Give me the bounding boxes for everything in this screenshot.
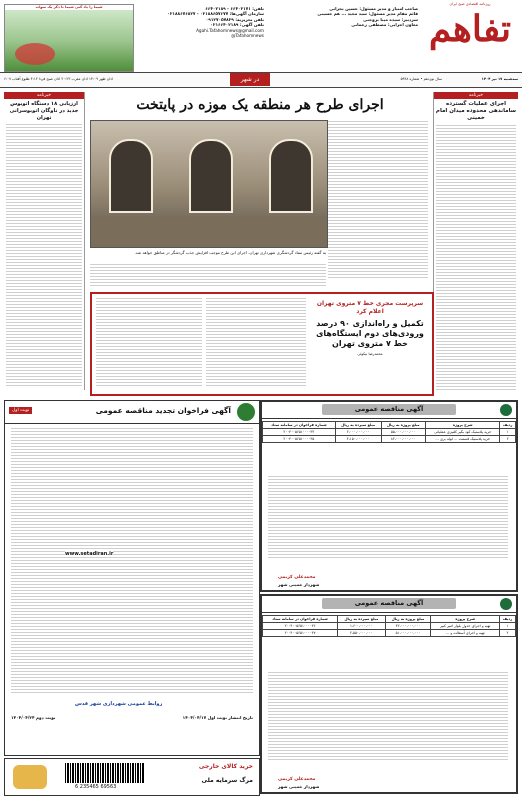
table-cell: ۵۱،۰۰۰،۰۰۰،۰۰۰ — [385, 630, 431, 637]
masthead-contact — [144, 6, 264, 76]
hand-icon — [13, 765, 47, 789]
feature-text-mid — [206, 298, 306, 388]
table-header-row — [263, 422, 516, 429]
ad-left-publish-1: تاریخ انتشار نوبت اول ۱۴۰۴/۰۴/۱۷ — [182, 715, 253, 720]
col-header: مبلغ سپرده به ریال — [338, 616, 385, 623]
museum-photo — [90, 120, 328, 248]
col-header: ردیف — [499, 616, 515, 623]
table-cell: ۲۰۰۴۰۰۵۶۵۱۰۰۰۰۳۷ — [263, 630, 338, 637]
left-news-column — [4, 92, 85, 390]
masthead-tagline: روزنامه اقتصادی صبح ایران — [449, 2, 491, 6]
weather-text: اذان ظهر ۱۳:۰۹ اذان مغرب ۲۰:۲۳ اذان صبح فردا ۴:۱۴ طلوع آفتاب ۶:۰۷ — [4, 77, 113, 81]
ad-left-signature: روابط عمومی شهرداری شهر قدس — [75, 701, 163, 707]
table-cell: ۳۲،۰۰۰،۰۰۰،۰۰۰ — [385, 623, 431, 630]
table-row — [263, 436, 516, 443]
ad-left-badge: نوبت اول — [9, 407, 32, 414]
table-cell: ۴،۱۵۰،۰۰۰،۰۰۰ — [335, 436, 381, 443]
email-text: Agahi.Tafahomnews@gmail.com — [196, 27, 264, 33]
side-image — [4, 4, 134, 72]
col-header: مبلغ سپرده به ریال — [335, 422, 381, 429]
right-col-body — [436, 124, 516, 392]
masthead-logo: تفاهم — [428, 7, 512, 50]
col-header: ردیف — [500, 422, 516, 429]
ad-right-bottom-sign-1: محمدعلی کربمی — [278, 777, 316, 782]
col-header: شماره فراخوان در سامانه ستاد — [263, 422, 336, 429]
telegram-text: @Tafahomnews — [231, 33, 264, 39]
table-cell: ۱ — [500, 429, 516, 436]
feature-author: محمدرضا نیکوئی — [357, 352, 383, 356]
ad-right-bottom-header — [262, 596, 516, 613]
ad-right-bottom-title: آگهی مناقصه عمومی — [322, 598, 456, 609]
photo-under-text — [90, 262, 326, 288]
ad-left-title: آگهی فراخوان تجدید مناقصه عمومی — [95, 406, 231, 415]
date-text: سه‌شنبه ۱۷ تیر ۱۴۰۴ — [481, 77, 518, 81]
left-col-label: خبرنامه — [4, 92, 84, 99]
table-cell: ۵۵،۰۰۰،۰۰۰،۰۰۰ — [381, 429, 425, 436]
feature-headline-block — [314, 300, 426, 388]
ad-right-top-body — [268, 476, 508, 560]
col-header: شرح پروژه — [425, 422, 499, 429]
arch-2 — [189, 139, 233, 213]
floor — [91, 217, 327, 247]
credit-line-4: معاون اجرایی: مصطفی رحمانی — [351, 22, 418, 28]
table-row — [263, 630, 516, 637]
table-cell: ۲۰۰۴۰۰۵۶۵۱۰۰۰۰۳۴ — [263, 429, 336, 436]
table-cell: تهیه و اجرای جدول بلوار امیر کبیر — [431, 623, 499, 630]
arch-3 — [269, 139, 313, 213]
ad-right-bottom-sign-2: شهردار خمینی شهر — [278, 784, 320, 789]
table-cell: خرید پلاستیک کود بگیر کلنیزی عملیاتی — [425, 429, 499, 436]
credit-line-1: صاحب امتیاز و مدیر مسئول: حسین بحرانی — [329, 6, 418, 11]
masthead — [0, 0, 522, 88]
phone-line-3: تلفن تحریریه: ۰۹۱۲۷۰۵۷۸۲۹ — [205, 16, 264, 22]
table-row — [263, 429, 516, 436]
ad-left-website: www.setadiran.ir — [65, 551, 114, 557]
credit-line-3: سردبیر: سیده مینا بروجنی — [363, 16, 418, 22]
bottom-ad — [4, 758, 260, 796]
side-image-title: شیما را یاد کنی شیما تا ذکر یک سوات — [5, 5, 133, 10]
ad-right-top-table — [262, 421, 516, 443]
phone-line-2: سازمان آگهی‌ها: ۰۲۱۸۸۶۵۷۶۷۷ - ۰۲۱۸۸۶۷۶۸۲۷ — [167, 11, 264, 17]
credit-line-2: قائم مقام مدیر مسئول: سید مجید ... هم حسینی — [317, 11, 418, 17]
table-cell: ۲ — [500, 436, 516, 443]
headline: اجرای طرح هر منطقه یک موزه در پایتخت — [136, 97, 384, 113]
table-cell: ۲ — [499, 630, 515, 637]
col-header: شرح پروژه — [431, 616, 499, 623]
barcode-number: 6 235465 69563 — [75, 784, 117, 790]
headline-body-text — [328, 120, 428, 280]
left-col-title: ارزیابی ۱۸ دستگاه اتوبوس جدید در ناوگان اتوبوسرانی تهران — [9, 101, 79, 121]
ad-left-publish-2: نوبت دوم ۱۴۰۴/۰۴/۲۴ — [11, 715, 56, 720]
right-col-title: اجرای عملیات گسترده ساماندهی محدوده میدان امام خمینی — [435, 101, 517, 121]
ad-right-bottom-table — [262, 615, 516, 637]
table-cell: خرید پلاستیک قسمت ... لوله بری ... — [425, 436, 499, 443]
masthead-credits — [268, 6, 418, 64]
feature-kicker: سرپرست مجری خط ۷ متروی تهران اعلام کرد — [316, 300, 424, 315]
phone-line-4: تلفن آگهی: ۰۲۱۶۶۴۰۲۱۸۹ — [210, 22, 264, 28]
table-cell: ۲۰۰۴۰۰۵۶۵۱۰۰۰۰۳۵ — [263, 436, 336, 443]
khomeinishahr-logo-icon — [500, 404, 512, 416]
right-news-column — [433, 92, 518, 390]
table-cell: ۱،۶۰۰،۰۰۰،۰۰۰ — [338, 623, 385, 630]
ad-left-body — [11, 427, 253, 695]
khomeinishahr-logo-icon — [500, 598, 512, 610]
ad-right-bottom-body — [268, 670, 508, 762]
table-cell: ۲،۵۵۰،۰۰۰،۰۰۰ — [338, 630, 385, 637]
col-header: شماره فراخوان در سامانه ستاد — [263, 616, 338, 623]
bottom-ad-text-2: مرگ سرمایه ملی — [201, 777, 253, 784]
col-header: مبلغ پروژه به ریال — [381, 422, 425, 429]
table-cell: تهیه و اجرای آسفالت و ... — [431, 630, 499, 637]
table-cell: ۲۰۰۴۰۰۵۶۵۱۰۰۰۰۳۶ — [263, 623, 338, 630]
municipality-logo-icon — [237, 403, 255, 421]
ad-right-top-sign-2: شهردار خمینی شهر — [278, 582, 320, 587]
photo-caption: به گفته رئیس ستاد گردشگری شهرداری تهران، اجرای این طرح موجب افزایش جذب گردشگر در مناطق خواهد شد. — [134, 250, 326, 255]
ad-right-bottom — [260, 594, 518, 794]
table-row — [263, 623, 516, 630]
ad-left — [4, 400, 260, 756]
date-strip — [0, 72, 522, 88]
left-col-body — [6, 124, 82, 388]
feature-box — [90, 292, 434, 396]
ad-left-header — [5, 401, 259, 424]
ad-right-top-header — [262, 402, 516, 419]
section-label: در شهر — [230, 73, 270, 86]
ad-right-top-title: آگهی مناقصه عمومی — [322, 404, 456, 415]
table-header-row — [263, 616, 516, 623]
bottom-ad-text: خرید کالای خارجی — [198, 763, 253, 770]
phone-line-1: تلفن: ۶۶۴۰۲۱۷۱ - ۶۶۴۰۲۱۸۹ — [205, 6, 264, 11]
ad-right-top — [260, 400, 518, 592]
right-col-label: خبرنامه — [434, 92, 518, 99]
edition-text: سال نوزدهم • شماره ۵۹۹۸ — [400, 77, 442, 81]
table-cell: ۸۲،۰۰۰،۰۰۰،۰۰۰ — [381, 436, 425, 443]
table-cell: ۱ — [499, 623, 515, 630]
arch-1 — [109, 139, 153, 213]
feature-text-left — [96, 298, 202, 388]
col-header: مبلغ پروژه به ریال — [385, 616, 431, 623]
masthead-logo-block — [422, 2, 518, 70]
ad-right-top-sign-1: محمدعلی کربمی — [278, 575, 316, 580]
table-cell: ۲،۰۰۰،۰۰۰،۰۰۰ — [335, 429, 381, 436]
barcode-icon — [65, 763, 145, 783]
flower-shape — [15, 43, 55, 65]
feature-title: تکمیل و راه‌اندازی ۹۰ درصد ورودی‌های دوم ایستگاه‌های خط ۷ متروی تهران — [316, 319, 424, 348]
